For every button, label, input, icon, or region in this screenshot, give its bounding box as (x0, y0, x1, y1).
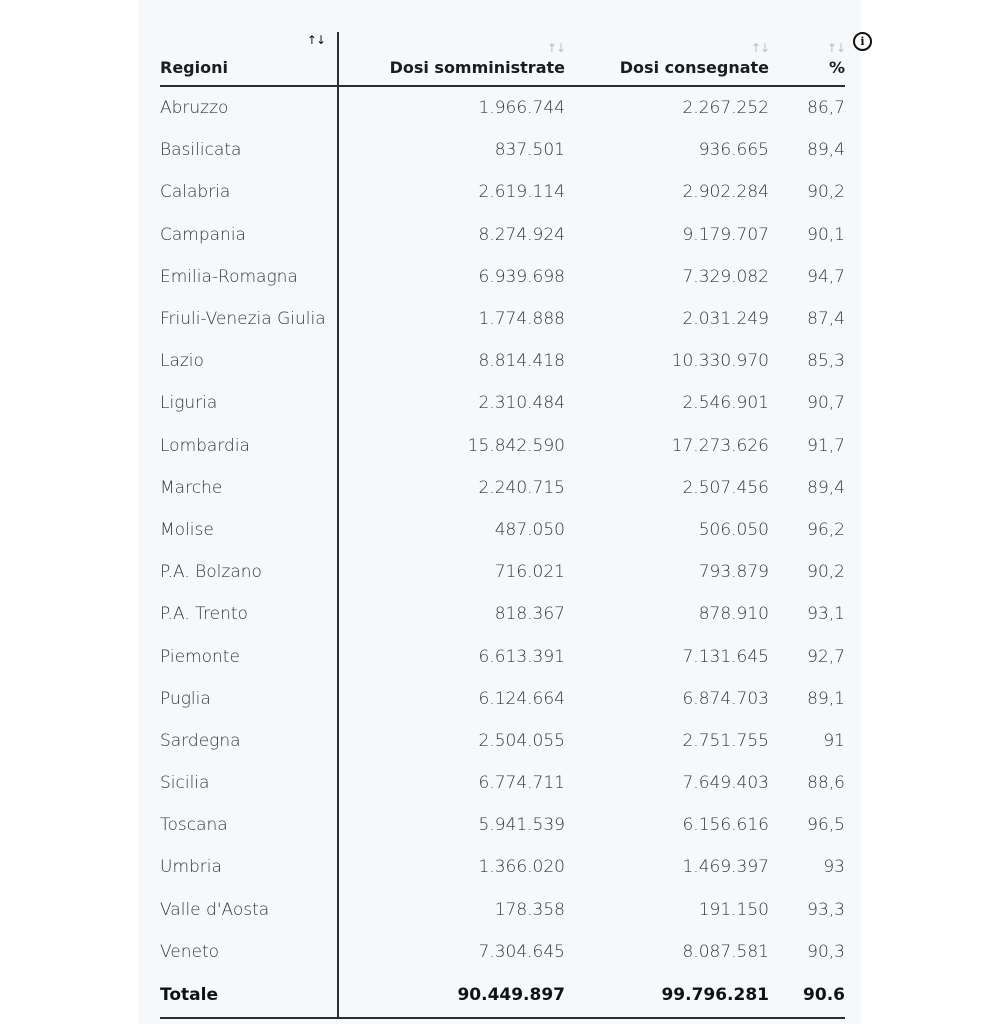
cell-regione: Abruzzo (160, 86, 338, 129)
info-icon[interactable] (853, 32, 872, 51)
cell-percentuale: 94,7 (807, 266, 845, 287)
cell-percentuale: 90,2 (807, 182, 845, 203)
table-header-row (160, 32, 845, 86)
sort-arrows-icon[interactable]: ↑↓ (826, 41, 845, 55)
header-percentuale[interactable] (769, 32, 845, 86)
cell-regione: P.A. Trento (160, 593, 338, 635)
cell-regione: Umbria (160, 846, 338, 888)
cell-regione: Emilia-Romagna (160, 256, 338, 298)
cell-dosi-consegnate: 7.649.403 (682, 773, 769, 794)
table-row (160, 678, 845, 720)
header-regioni[interactable] (160, 32, 338, 86)
table-row (160, 340, 845, 382)
header-dosi-consegnate[interactable] (565, 32, 769, 86)
cell-dosi-consegnate: 878.910 (698, 604, 769, 625)
table-row (160, 889, 845, 931)
cell-regione: Basilicata (160, 129, 338, 171)
cell-dosi-consegnate: 2.507.456 (682, 477, 769, 498)
cell-percentuale: 92,7 (807, 646, 845, 667)
cell-dosi-somministrate: 837.501 (494, 140, 565, 161)
info-icon-glyph: i (860, 35, 865, 48)
cell-dosi-somministrate: 1.966.744 (478, 98, 565, 119)
cell-dosi-consegnate: 7.131.645 (682, 646, 769, 667)
cell-percentuale: 88,6 (807, 773, 845, 794)
cell-dosi-consegnate: 6.874.703 (682, 688, 769, 709)
sort-arrows-icon[interactable]: ↑↓ (306, 33, 325, 47)
cell-dosi-somministrate: 6.613.391 (478, 646, 565, 667)
cell-percentuale: 93,3 (807, 899, 845, 920)
cell-dosi-consegnate: 793.879 (698, 562, 769, 583)
cell-regione: Piemonte (160, 635, 338, 677)
table-row (160, 804, 845, 846)
table-row (160, 382, 845, 424)
cell-percentuale: 91,7 (807, 435, 845, 456)
header-label: % (828, 58, 845, 77)
cell-percentuale: 87,4 (807, 309, 845, 330)
table-row (160, 129, 845, 171)
cell-dosi-consegnate: 1.469.397 (682, 857, 769, 878)
cell-dosi-somministrate: 7.304.645 (478, 941, 565, 962)
total-row (160, 973, 845, 1018)
cell-dosi-somministrate: 487.050 (494, 519, 565, 540)
table-row (160, 467, 845, 509)
cell-percentuale: 90,1 (807, 224, 845, 245)
cell-dosi-somministrate: 1.774.888 (478, 309, 565, 330)
cell-percentuale: 90,2 (807, 562, 845, 583)
cell-dosi-consegnate: 2.751.755 (682, 730, 769, 751)
table-row (160, 298, 845, 340)
cell-dosi-consegnate: 17.273.626 (671, 435, 769, 456)
header-label: Regioni (160, 58, 228, 77)
cell-percentuale: 86,7 (807, 98, 845, 119)
cell-percentuale: 90,3 (807, 941, 845, 962)
cell-dosi-consegnate: 7.329.082 (682, 266, 769, 287)
cell-dosi-somministrate: 8.274.924 (478, 224, 565, 245)
cell-regione: P.A. Bolzano (160, 551, 338, 593)
cell-percentuale: 93 (823, 857, 845, 878)
cell-dosi-somministrate: 2.240.715 (478, 477, 565, 498)
cell-percentuale: 89,4 (807, 140, 845, 161)
cell-regione: Sardegna (160, 720, 338, 762)
table-row (160, 171, 845, 213)
cell-dosi-somministrate: 178.358 (494, 899, 565, 920)
cell-dosi-somministrate: 6.774.711 (478, 773, 565, 794)
cell-dosi-somministrate: 6.939.698 (478, 266, 565, 287)
cell-regione: Veneto (160, 931, 338, 973)
cell-dosi-somministrate: 2.619.114 (478, 182, 565, 203)
total-cell-dosi-consegnate: 99.796.281 (565, 973, 769, 1018)
header-label: Dosi somministrate (389, 58, 565, 77)
cell-dosi-somministrate: 5.941.539 (478, 815, 565, 836)
cell-regione: Friuli-Venezia Giulia (160, 298, 338, 340)
table-row (160, 762, 845, 804)
cell-regione: Lazio (160, 340, 338, 382)
cell-percentuale: 89,1 (807, 688, 845, 709)
cell-dosi-somministrate: 6.124.664 (478, 688, 565, 709)
cell-regione: Puglia (160, 678, 338, 720)
cell-percentuale: 91 (823, 730, 845, 751)
cell-dosi-somministrate: 716.021 (494, 562, 565, 583)
cell-dosi-somministrate: 15.842.590 (467, 435, 565, 456)
header-dosi-somministrate[interactable] (338, 32, 565, 86)
cell-dosi-somministrate: 1.366.020 (478, 857, 565, 878)
table-row (160, 256, 845, 298)
table-row (160, 551, 845, 593)
cell-dosi-consegnate: 8.087.581 (682, 941, 769, 962)
cell-dosi-somministrate: 2.504.055 (478, 730, 565, 751)
cell-percentuale: 93,1 (807, 604, 845, 625)
regional-doses-table (160, 32, 845, 1019)
table-row (160, 720, 845, 762)
total-cell-percentuale: 90.6 (769, 973, 845, 1018)
cell-dosi-consegnate: 191.150 (698, 899, 769, 920)
cell-dosi-consegnate: 9.179.707 (682, 224, 769, 245)
cell-dosi-consegnate: 936.665 (698, 140, 769, 161)
cell-percentuale: 90,7 (807, 393, 845, 414)
table-row (160, 593, 845, 635)
cell-regione: Calabria (160, 171, 338, 213)
table-row (160, 846, 845, 888)
table-row (160, 635, 845, 677)
table-body (160, 86, 845, 1018)
cell-dosi-somministrate: 2.310.484 (478, 393, 565, 414)
table-row (160, 931, 845, 973)
cell-dosi-consegnate: 6.156.616 (682, 815, 769, 836)
cell-dosi-consegnate: 2.546.901 (682, 393, 769, 414)
cell-regione: Lombardia (160, 425, 338, 467)
cell-regione: Sicilia (160, 762, 338, 804)
table-row (160, 86, 845, 129)
total-cell-dosi-somministrate: 90.449.897 (338, 973, 565, 1018)
cell-dosi-consegnate: 2.267.252 (682, 98, 769, 119)
cell-dosi-consegnate: 2.031.249 (682, 309, 769, 330)
cell-dosi-consegnate: 10.330.970 (671, 351, 769, 372)
cell-regione: Liguria (160, 382, 338, 424)
table-row (160, 214, 845, 256)
cell-regione: Valle d'Aosta (160, 889, 338, 931)
cell-regione: Toscana (160, 804, 338, 846)
cell-percentuale: 89,4 (807, 477, 845, 498)
cell-dosi-consegnate: 506.050 (698, 519, 769, 540)
cell-dosi-somministrate: 8.814.418 (478, 351, 565, 372)
sort-arrows-icon[interactable]: ↑↓ (750, 41, 769, 55)
cell-percentuale: 96,5 (807, 815, 845, 836)
cell-dosi-somministrate: 818.367 (494, 604, 565, 625)
cell-regione: Campania (160, 214, 338, 256)
table-row (160, 425, 845, 467)
cell-regione: Marche (160, 467, 338, 509)
table-row (160, 509, 845, 551)
header-label: Dosi consegnate (619, 58, 769, 77)
cell-percentuale: 96,2 (807, 519, 845, 540)
cell-regione: Molise (160, 509, 338, 551)
cell-dosi-consegnate: 2.902.284 (682, 182, 769, 203)
sort-arrows-icon[interactable]: ↑↓ (546, 41, 565, 55)
total-cell-regione: Totale (160, 973, 338, 1018)
cell-percentuale: 85,3 (807, 351, 845, 372)
